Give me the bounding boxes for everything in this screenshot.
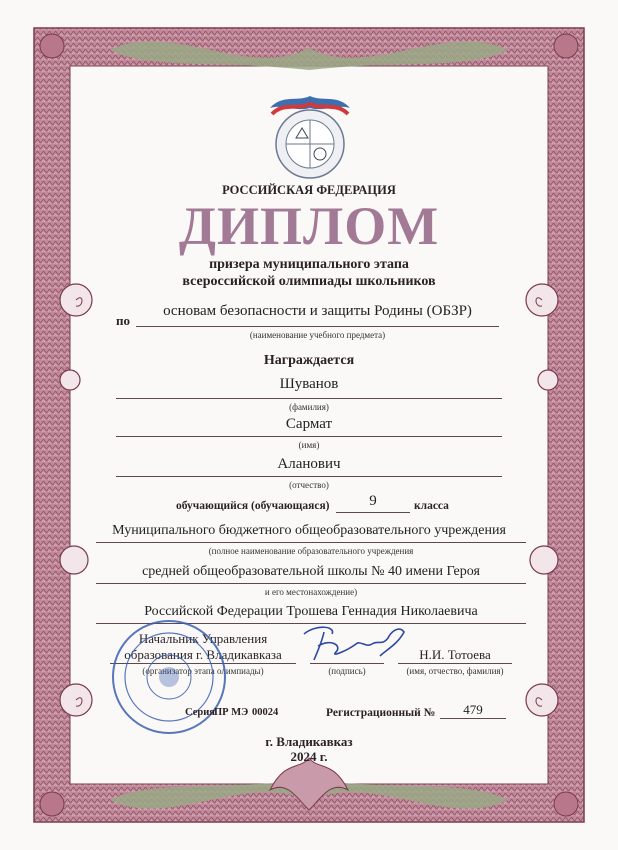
surname-value: Шуванов [279, 376, 339, 392]
series-value: ПР МЭ [214, 707, 249, 718]
surname-line [116, 398, 502, 399]
school-line-3: Российской Федерации Трошева Геннадия Николаевича [144, 604, 478, 619]
reg-label: Регистрационный № [326, 707, 436, 719]
patronymic-value: Аланович [277, 456, 341, 472]
subtitle-line-1: призера муниципального этапа [209, 257, 409, 272]
signature-line [310, 663, 384, 664]
subject-value: основам безопасности и защиты Родины (ОБЗР) [163, 303, 472, 319]
olympiad-emblem [262, 86, 358, 182]
official-stamp [110, 618, 228, 736]
name-line [116, 436, 502, 437]
school-caption-1: (полное наименование образовательного учреждения [208, 546, 414, 556]
school-rule-1 [96, 542, 526, 543]
series-label: Серия [185, 707, 215, 718]
official-name: Н.И. Тотоева [419, 647, 491, 662]
subject-line [136, 326, 499, 327]
reg-line [440, 718, 506, 719]
official-title-line-2: образования г. Владикавказа [124, 647, 282, 662]
student-label: обучающийся (обучающаяся) [176, 500, 330, 512]
grade-label: класса [414, 500, 449, 512]
diploma-title: ДИПЛОМ [178, 196, 440, 256]
school-line-2: средней общеобразовательной школы № 40 имени Героя [142, 564, 480, 579]
year-value: 2024 [290, 749, 317, 764]
school-line-1: Муниципального бюджетного общеобразовательного учреждения [112, 523, 506, 538]
grade-value: 9 [369, 493, 377, 509]
official-title-caption: (организатор этапа олимпиады) [142, 666, 264, 676]
official-name-rule [398, 663, 512, 664]
city: г. Владикавказ [265, 734, 353, 749]
year-row [0, 749, 618, 765]
surname-caption: (фамилия) [289, 402, 329, 412]
reg-number: 479 [463, 702, 483, 717]
subject-caption: (наименование учебного предмета) [249, 330, 386, 340]
country-heading: РОССИЙСКАЯ ФЕДЕРАЦИЯ [222, 183, 396, 197]
subtitle-line-2: всероссийской олимпиады школьников [182, 274, 436, 289]
school-rule-2 [96, 583, 526, 584]
number-value: 00024 [252, 707, 279, 718]
official-title-line-1: Начальник Управления [138, 631, 268, 646]
year-suffix: г. [319, 749, 328, 764]
awarded-label: Награждается [263, 353, 355, 368]
patronymic-line [116, 476, 502, 477]
name-value: Сармат [285, 416, 333, 432]
patronymic-caption: (отчество) [289, 480, 329, 490]
school-caption-2: и его местонахождение) [264, 587, 358, 597]
grade-line [336, 512, 410, 513]
subject-prefix: по [116, 313, 130, 328]
name-caption: (имя) [298, 440, 320, 450]
official-name-caption: (имя, отчество, фамилия) [406, 666, 504, 676]
signature-caption: (подпись) [328, 666, 366, 676]
